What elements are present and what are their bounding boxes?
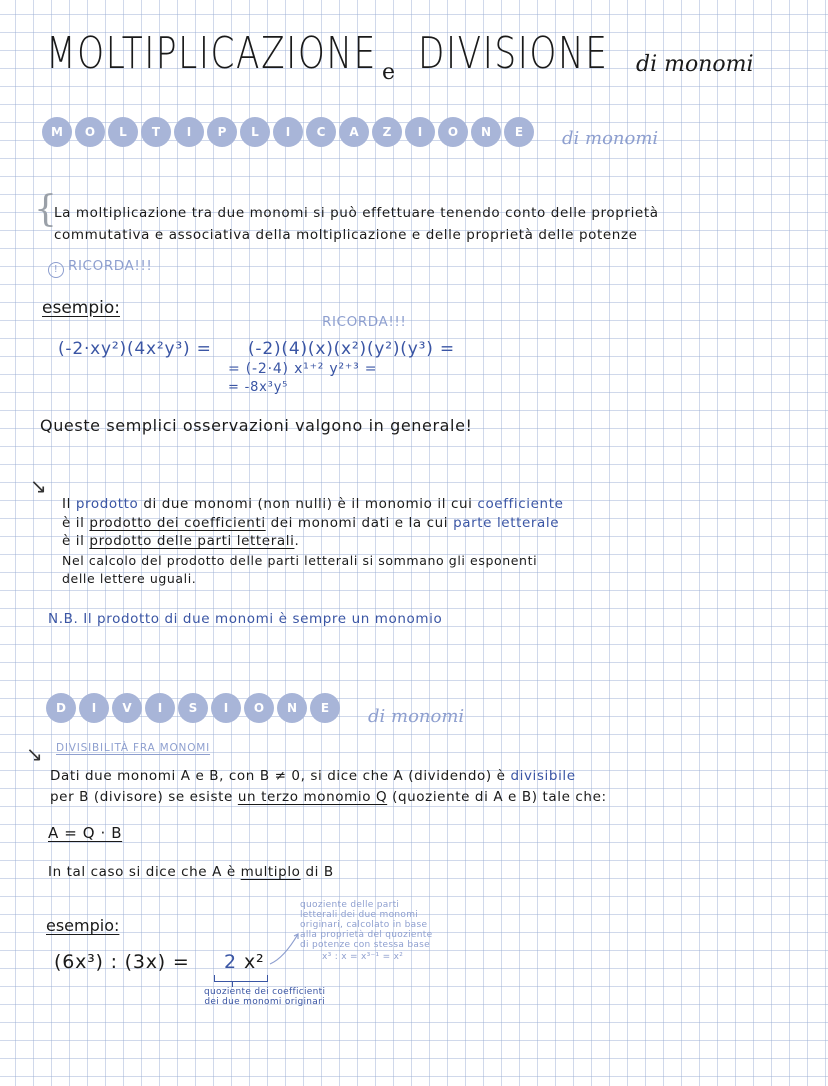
multiple-line: In tal caso si dice che A è multiplo di B: [48, 864, 334, 880]
coefficient-bracket: [214, 975, 268, 982]
div-letter-circle: I: [145, 693, 175, 723]
remember-note: [48, 258, 152, 278]
mult-letter-circle: L: [240, 117, 270, 147]
mult-example-line3: = -8x³y⁵: [228, 380, 289, 395]
mult-letter-circle: O: [438, 117, 468, 147]
intro-line-1: La moltiplicazione tra due monomi si può effettuare tenendo conto delle proprietà: [54, 205, 659, 221]
mult-letter-circle: L: [108, 117, 138, 147]
mult-letter-circle: Z: [372, 117, 402, 147]
def-line-1: Dati due monomi A e B, con B ≠ 0, si dice che A (dividendo) è divisibile: [50, 768, 576, 784]
example-reminder: RICORDA!!!: [322, 314, 407, 330]
div-example-variable: x²: [244, 951, 265, 973]
div-letter-circle: I: [211, 693, 241, 723]
div-example-coefficient: 2: [224, 951, 237, 973]
mult-letter-circle: A: [339, 117, 369, 147]
title-conjunction: e: [382, 60, 396, 85]
div-letter-circle: S: [178, 693, 208, 723]
mult-section-header: [42, 117, 537, 147]
mult-letter-circle: N: [471, 117, 501, 147]
page-title: [46, 28, 786, 88]
div-letter-circle: N: [277, 693, 307, 723]
mult-letter-circle: C: [306, 117, 336, 147]
remember-text: RICORDA!!!: [68, 258, 153, 274]
rule-line-2: è il prodotto dei coefficienti dei monomi dati e la cui parte letterale: [62, 515, 560, 531]
intro-line-2: commutativa e associativa della moltiplicazione e delle proprietà delle potenze: [54, 227, 638, 243]
div-section-subtitle: di monomi: [368, 706, 465, 727]
mult-section-subtitle: di monomi: [562, 128, 659, 149]
mult-letter-circle: I: [405, 117, 435, 147]
note-arrow: [268, 928, 302, 968]
mult-example-line1-lhs: (-2·xy²)(4x²y³) =: [58, 339, 212, 359]
general-note: Queste semplici osservazioni valgono in generale!: [40, 416, 473, 435]
mult-example-line2: = (-2·4) x¹⁺² y²⁺³ =: [228, 361, 378, 377]
div-example-label: esempio:: [46, 916, 120, 935]
def-line-2: per B (divisore) se esiste un terzo monomio Q (quoziente di A e B) tale che:: [50, 789, 607, 805]
div-arrow-icon: ↘: [26, 742, 43, 766]
div-letter-circle: E: [310, 693, 340, 723]
nb-note: N.B. Il prodotto di due monomi è sempre un monomio: [48, 611, 443, 627]
mult-letter-circle: O: [75, 117, 105, 147]
rule-line-4: Nel calcolo del prodotto delle parti letterali si sommano gli esponenti: [62, 553, 538, 568]
divisibility-formula: A = Q · B: [48, 824, 123, 842]
coefficient-quotient-note: quoziente dei coefficienti dei due monomi originari: [204, 987, 326, 1007]
mult-letter-circle: I: [273, 117, 303, 147]
rule-line-1: Il prodotto di due monomi (non nulli) è il monomio il cui coefficiente: [62, 496, 564, 512]
mult-letter-circle: T: [141, 117, 171, 147]
div-letter-circle: D: [46, 693, 76, 723]
div-example-lhs: (6x³) : (3x) =: [54, 951, 190, 973]
rule-line-5: delle lettere uguali.: [62, 571, 197, 586]
mult-letter-circle: I: [174, 117, 204, 147]
div-letter-circle: V: [112, 693, 142, 723]
div-section-header: [46, 693, 343, 723]
mult-example-line1-rhs: (-2)(4)(x)(x²)(y²)(y³) =: [248, 339, 455, 359]
div-letter-circle: O: [244, 693, 274, 723]
mult-letter-circle: M: [42, 117, 72, 147]
divisibility-heading: DIVISIBILITÀ FRA MONOMI: [56, 742, 211, 754]
mult-letter-circle: E: [504, 117, 534, 147]
rule-line-3: è il prodotto delle parti letterali.: [62, 533, 300, 549]
title-suffix: di monomi: [636, 52, 754, 77]
letters-quotient-note: quoziente delle parti letterali dei due monomi originari, calcolato in base alla proprietà del quoziente di potenze con stessa base x³ : x = x³⁻¹ = x²: [300, 900, 433, 962]
mult-letter-circle: P: [207, 117, 237, 147]
div-letter-circle: I: [79, 693, 109, 723]
title-part2: DIVISIONE: [418, 28, 609, 79]
title-part1: MOLTIPLICAZIONE: [46, 28, 377, 79]
intro-brace: {: [34, 189, 57, 230]
exclamation-icon: !: [48, 262, 64, 278]
mult-example-label: esempio:: [42, 298, 120, 318]
rule-arrow-icon: ↘: [30, 474, 47, 498]
